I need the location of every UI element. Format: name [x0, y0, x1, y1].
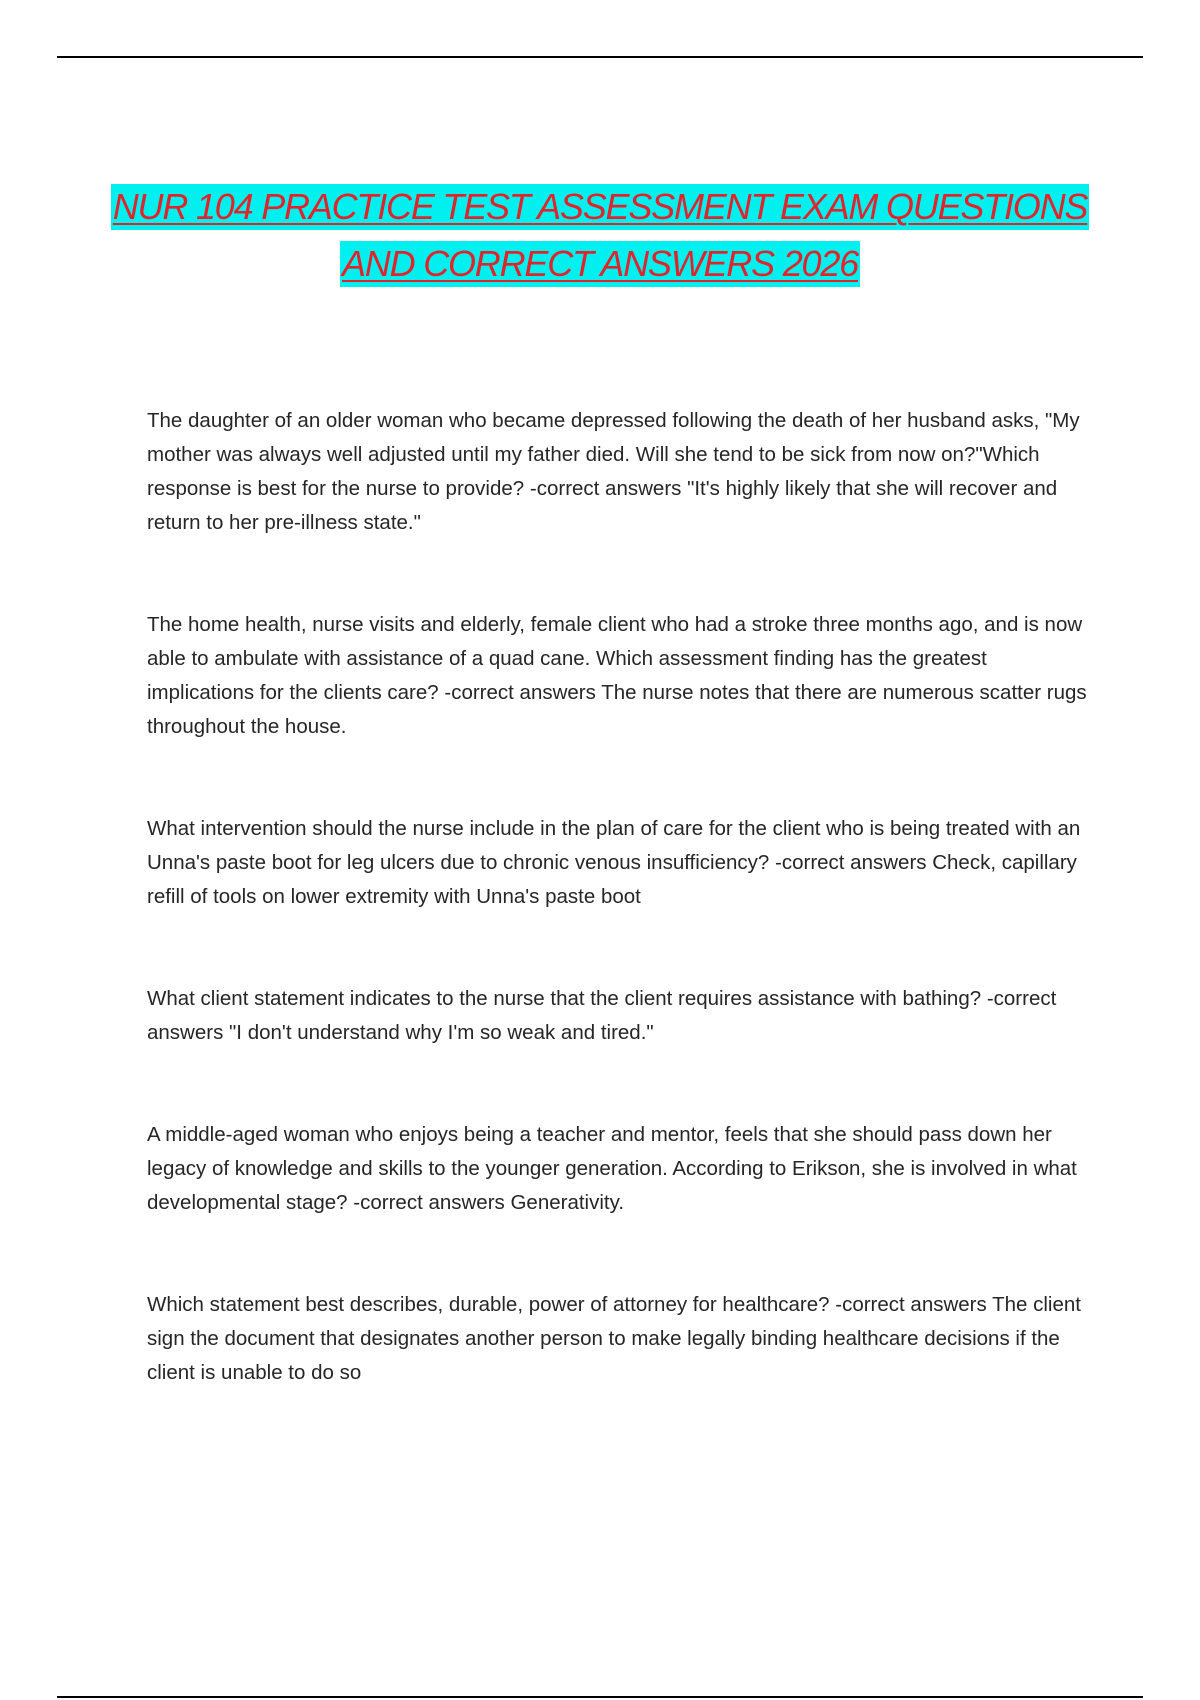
qa-item-5: A middle-aged woman who enjoys being a teacher and mentor, feels that she should pass down her legacy of knowledge and skills to the younger generation. According to Erikson, she is involved in what developmental stage? -correct answers Generativity.	[147, 1123, 1077, 1214]
question-answer-list	[147, 404, 1093, 1390]
document-title	[100, 184, 1100, 287]
qa-item-4: What client statement indicates to the nurse that the client requires assistance with bathing? -correct answers "I don't understand why I'm so weak and tired."	[147, 987, 1057, 1044]
title-line-1: NUR 104 PRACTICE TEST ASSESSMENT EXAM QUESTIONS	[111, 184, 1089, 230]
title-line-2: AND CORRECT ANSWERS 2026	[340, 241, 860, 287]
bottom-divider	[57, 1696, 1143, 1698]
qa-item-1: The daughter of an older woman who became depressed following the death of her husband asks, "My mother was always well adjusted until my father died. Will she tend to be sick from now on?"Which response is best for the nurse to provide? -correct answers "It's highly likely that she will recover and return to her pre-illness state."	[147, 409, 1080, 534]
qa-item-2: The home health, nurse visits and elderly, female client who had a stroke three months ago, and is now able to ambulate with assistance of a quad cane. Which assessment finding has the greatest implications for the clients care? -correct answers The nurse notes that there are numerous scatter rugs throughout the house.	[147, 613, 1087, 738]
qa-item-6: Which statement best describes, durable, power of attorney for healthcare? -correct answers The client sign the document that designates another person to make legally binding healthcare decisions if the client is unable to do so	[147, 1293, 1081, 1384]
qa-item-3: What intervention should the nurse include in the plan of care for the client who is being treated with an Unna's paste boot for leg ulcers due to chronic venous insufficiency? -correct answers Check, capillary refill of tools on lower extremity with Unna's paste boot	[147, 817, 1081, 908]
top-divider	[57, 56, 1143, 58]
